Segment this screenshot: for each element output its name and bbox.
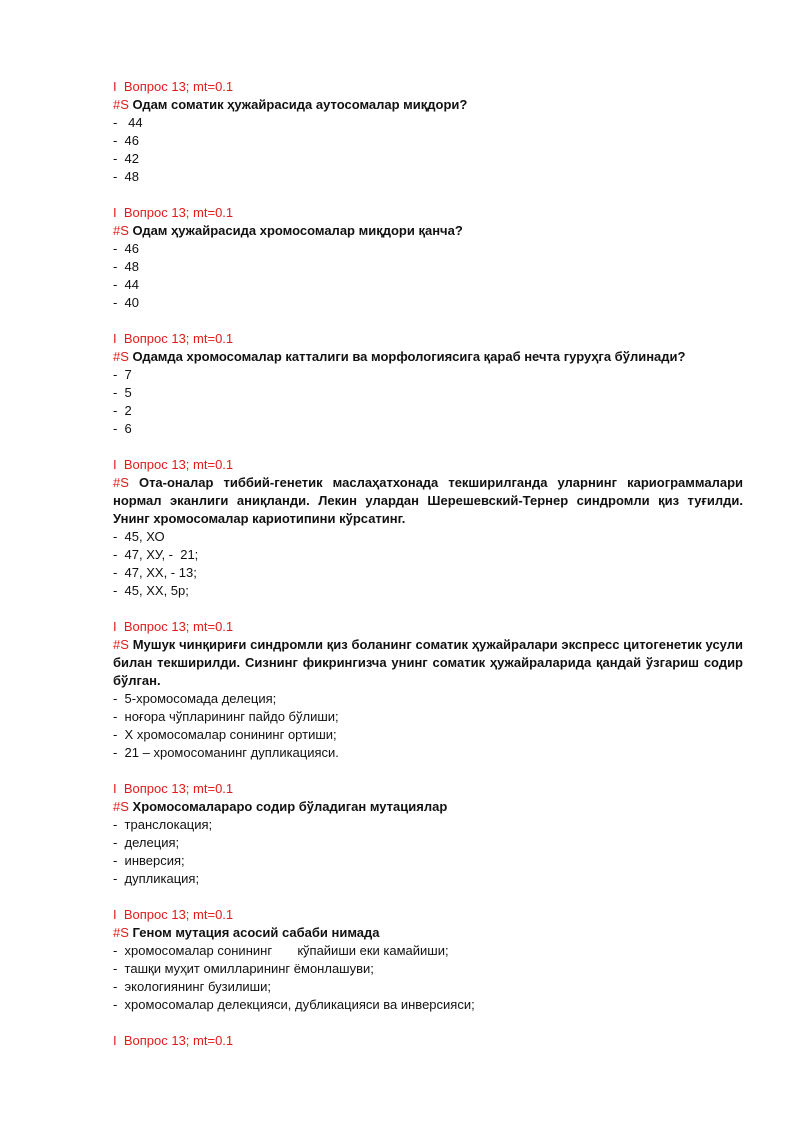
question-header: I Вопрос 13; mt=0.1 [113,781,234,796]
question-text: Одамда хромосомалар катталиги ва морфологиясига қараб нечта гуруҳга бўлинади? [132,349,686,364]
question-stem [113,474,743,528]
question-tag: #S [113,925,129,940]
answer-option: - 42 [113,151,140,166]
question-block [113,456,743,618]
answer-option: - 45, ХХ, 5р; [113,583,189,598]
question-block [113,906,743,1032]
question-block [113,330,743,456]
question-header: I Вопрос 13; mt=0.1 [113,907,234,922]
question-tag: #S [113,475,129,490]
question-block [113,204,743,330]
question-stem [113,636,743,690]
question-header: I Вопрос 13; mt=0.1 [113,331,234,346]
question-stem [113,348,743,366]
question-header: I Вопрос 13; mt=0.1 [113,1033,234,1048]
question-block [113,780,743,906]
question-stem [113,798,743,816]
answer-option: - транслокация; [113,817,213,832]
answer-option: - 2 [113,403,132,418]
answer-option: - 5-хромосомада делеция; [113,691,277,706]
question-block [113,78,743,204]
answer-option: - 45, ХО [113,529,165,544]
question-stem [113,924,743,942]
question-header: I Вопрос 13; mt=0.1 [113,457,234,472]
answer-option: - экологиянинг бузилиши; [113,979,271,994]
answer-option: - 48 [113,169,140,184]
answer-option: - 21 – хромосоманинг дупликацияси. [113,745,339,760]
answer-option: - хромосомалар сонининг кўпайиши еки камайиши; [113,943,449,958]
answer-option: - ташқи муҳит омилларининг ёмонлашуви; [113,961,374,976]
question-header: I Вопрос 13; mt=0.1 [113,205,234,220]
question-text: Одам ҳужайрасида хромосомалар миқдори қанча? [132,223,463,238]
question-tag: #S [113,799,129,814]
question-header: I Вопрос 13; mt=0.1 [113,619,234,634]
answer-option: - 40 [113,295,140,310]
answer-option: - 44 [113,277,140,292]
answer-option: - 48 [113,259,140,274]
answer-option: - Х хромосомалар сонининг ортиши; [113,727,337,742]
answer-option: - 7 [113,367,132,382]
answer-option: - 6 [113,421,132,436]
question-tag: #S [113,349,129,364]
question-text: Геном мутация асосий сабаби нимада [132,925,380,940]
question-text: Одам соматик ҳужайрасида аутосомалар миқдори? [132,97,468,112]
question-stem [113,222,743,240]
answer-option: - 46 [113,241,140,256]
answer-option: - 46 [113,133,140,148]
answer-option: - хромосомалар делекцияси, дубликацияси ва инверсияси; [113,997,475,1012]
question-block [113,618,743,780]
answer-option: - инверсия; [113,853,185,868]
question-stem [113,96,743,114]
question-tag: #S [113,637,129,652]
answer-option: - дупликация; [113,871,200,886]
question-text: Хромосомалараро содир бўладиган мутациялар [132,799,448,814]
answer-option: - 47, ХУ, - 21; [113,547,199,562]
question-text: Ота-оналар тиббий-генетик маслаҳатхонада текширилганда уларнинг кариограммалари нормал эканлиги аниқланди. Лекин улардан Шерешевский-Тернер синдромли қиз туғилди. Унинг хромосомалар кариотипини кўрсатинг. [113,475,743,526]
answer-option: - ноғора чўпларининг пайдо бўлиши; [113,709,339,724]
answer-option: - 47, ХХ, - 13; [113,565,197,580]
document-page [113,78,743,1050]
question-header: I Вопрос 13; mt=0.1 [113,79,234,94]
answer-option: - делеция; [113,835,180,850]
answer-option: - 5 [113,385,132,400]
question-tag: #S [113,223,129,238]
answer-option: - 44 [113,115,143,130]
question-text: Мушук чинқириғи синдромли қиз боланинг соматик ҳужайралари экспресс цитогенетик усули билан текширилди. Сизнинг фикрингизча унинг соматик ҳужайраларида қандай ўзгариш содир бўлган. [113,637,743,688]
question-tag: #S [113,97,129,112]
